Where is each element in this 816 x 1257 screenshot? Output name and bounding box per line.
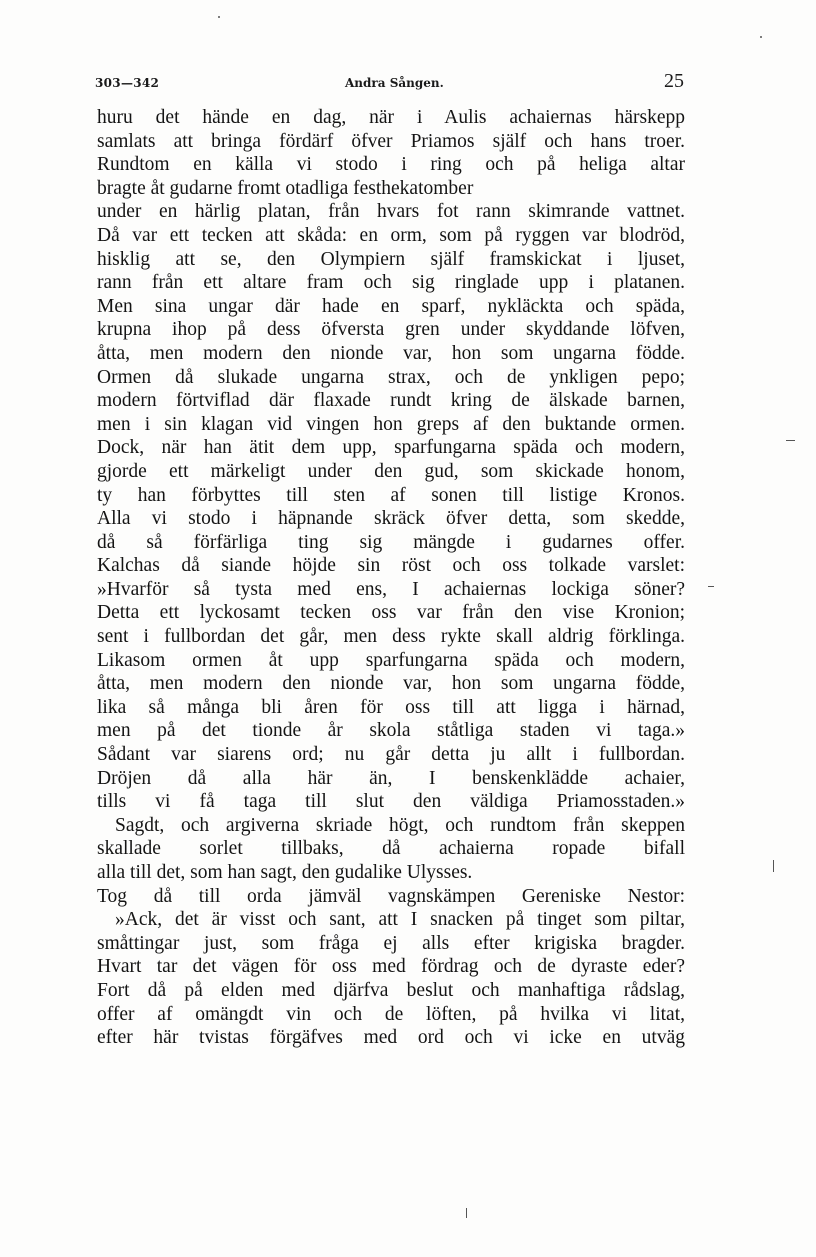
poem-line: Men sina ungar där hade en sparf, nykläckta och späda, [97,295,685,317]
poem-text [97,106,685,1050]
scan-speck [773,860,774,872]
poem-line: Hvart tar det vägen för oss med fördrag och de dyraste eder? [97,956,685,978]
poem-line: Sagdt, och argiverna skriade högt, och rundtom från skeppen [115,814,685,836]
poem-line: Rundtom en källa vi stodo i ring och på heliga altar [97,154,685,176]
poem-line: under en härlig platan, från hvars fot rann skimrande vattnet. [97,201,685,223]
scan-speck [708,586,714,587]
poem-line: Dröjen då alla här än, I benskenklädde achaier, [97,767,685,789]
poem-line: men i sin klagan vid vingen hon greps af den buktande ormen. [97,413,685,435]
poem-line: skallade sorlet tillbaks, då achaierna ropade bifall [97,838,685,860]
scan-speck [466,1208,467,1218]
poem-line: offer af omängdt vin och de löften, på hvilka vi litat, [97,1003,685,1025]
section-title: Andra Sången. [345,76,444,90]
poem-line: Tog då till orda jämväl vagnskämpen Gereniske Nestor: [97,885,685,907]
poem-line: Detta ett lyckosamt tecken oss var från den vise Kronion; [97,602,685,624]
poem-line: lika så många bli åren för oss till att ligga i härnad, [97,696,685,718]
poem-line: rann från ett altare fram och sig ringlade upp i platanen. [97,272,685,294]
poem-line: då så förfärliga ting sig mängde i gudarnes offer. [97,531,685,553]
scan-speck [760,36,762,38]
poem-line: Likasom ormen åt upp sparfungarna späda och modern, [97,649,685,671]
poem-line: huru det hände en dag, när i Aulis achaiernas härskepp [97,107,685,128]
poem-line: Fort då på elden med djärfva beslut och manhaftiga rådslag, [97,979,685,1001]
scan-speck [218,16,220,18]
verse-line-range: 303—342 [95,76,160,90]
poem-line: åtta, men modern den nionde var, hon som ungarna födde, [97,673,685,695]
poem-line: Ormen då slukade ungarna strax, och de ynkligen pepo; [97,366,685,388]
poem-line: Då var ett tecken att skåda: en orm, som på ryggen var blodröd, [97,224,685,246]
poem-line: småttingar just, som fråga ej alls efter krigiska bragder. [97,932,685,954]
poem-line: »Hvarför så tysta med ens, I achaiernas lockiga söner? [97,578,685,600]
poem-line: modern förtviflad där flaxade rundt kring de älskade barnen, [97,390,685,412]
poem-line: Dock, när han ätit dem upp, sparfungarna späda och modern, [97,437,685,459]
poem-line: åtta, men modern den nionde var, hon som ungarna födde. [97,342,685,364]
poem-line: ty han förbyttes till sten af sonen till listige Kronos. [97,484,685,506]
page-number: 25 [664,70,684,92]
poem-line: gjorde ett märkeligt under den gud, som skickade honom, [97,460,685,482]
running-header [95,72,690,98]
poem-line: »Ack, det är visst och sant, att I snacken på tinget som piltar, [115,909,685,931]
poem-line: sent i fullbordan det går, men dess rykte skall aldrig förklinga. [97,626,685,648]
poem-line: efter här tvistas förgäfves med ord och vi icke en utväg [97,1027,685,1049]
poem-line: alla till det, som han sagt, den gudalike Ulysses. [97,862,473,883]
poem-line: hisklig att se, den Olympiern själf framskickat i ljuset, [97,248,685,270]
poem-line: samlats att bringa fördärf öfver Priamos själf och hans troer. [97,130,685,152]
poem-line: Sådant var siarens ord; nu går detta ju allt i fullbordan. [97,744,685,766]
poem-line: Alla vi stodo i häpnande skräck öfver detta, som skedde, [97,508,685,530]
poem-line: krupna ihop på dess öfversta gren under skyddande löfven, [97,319,685,341]
poem-line: bragte åt gudarne fromt otadliga festhekatomber [97,177,474,199]
poem-line: men på det tionde år skola ståtliga staden vi taga.» [97,720,685,742]
scan-speck [786,440,795,441]
poem-line: Kalchas då siande höjde sin röst och oss tolkade varslet: [97,555,685,577]
poem-line: tills vi få taga till slut den väldiga Priamosstaden.» [97,791,685,813]
